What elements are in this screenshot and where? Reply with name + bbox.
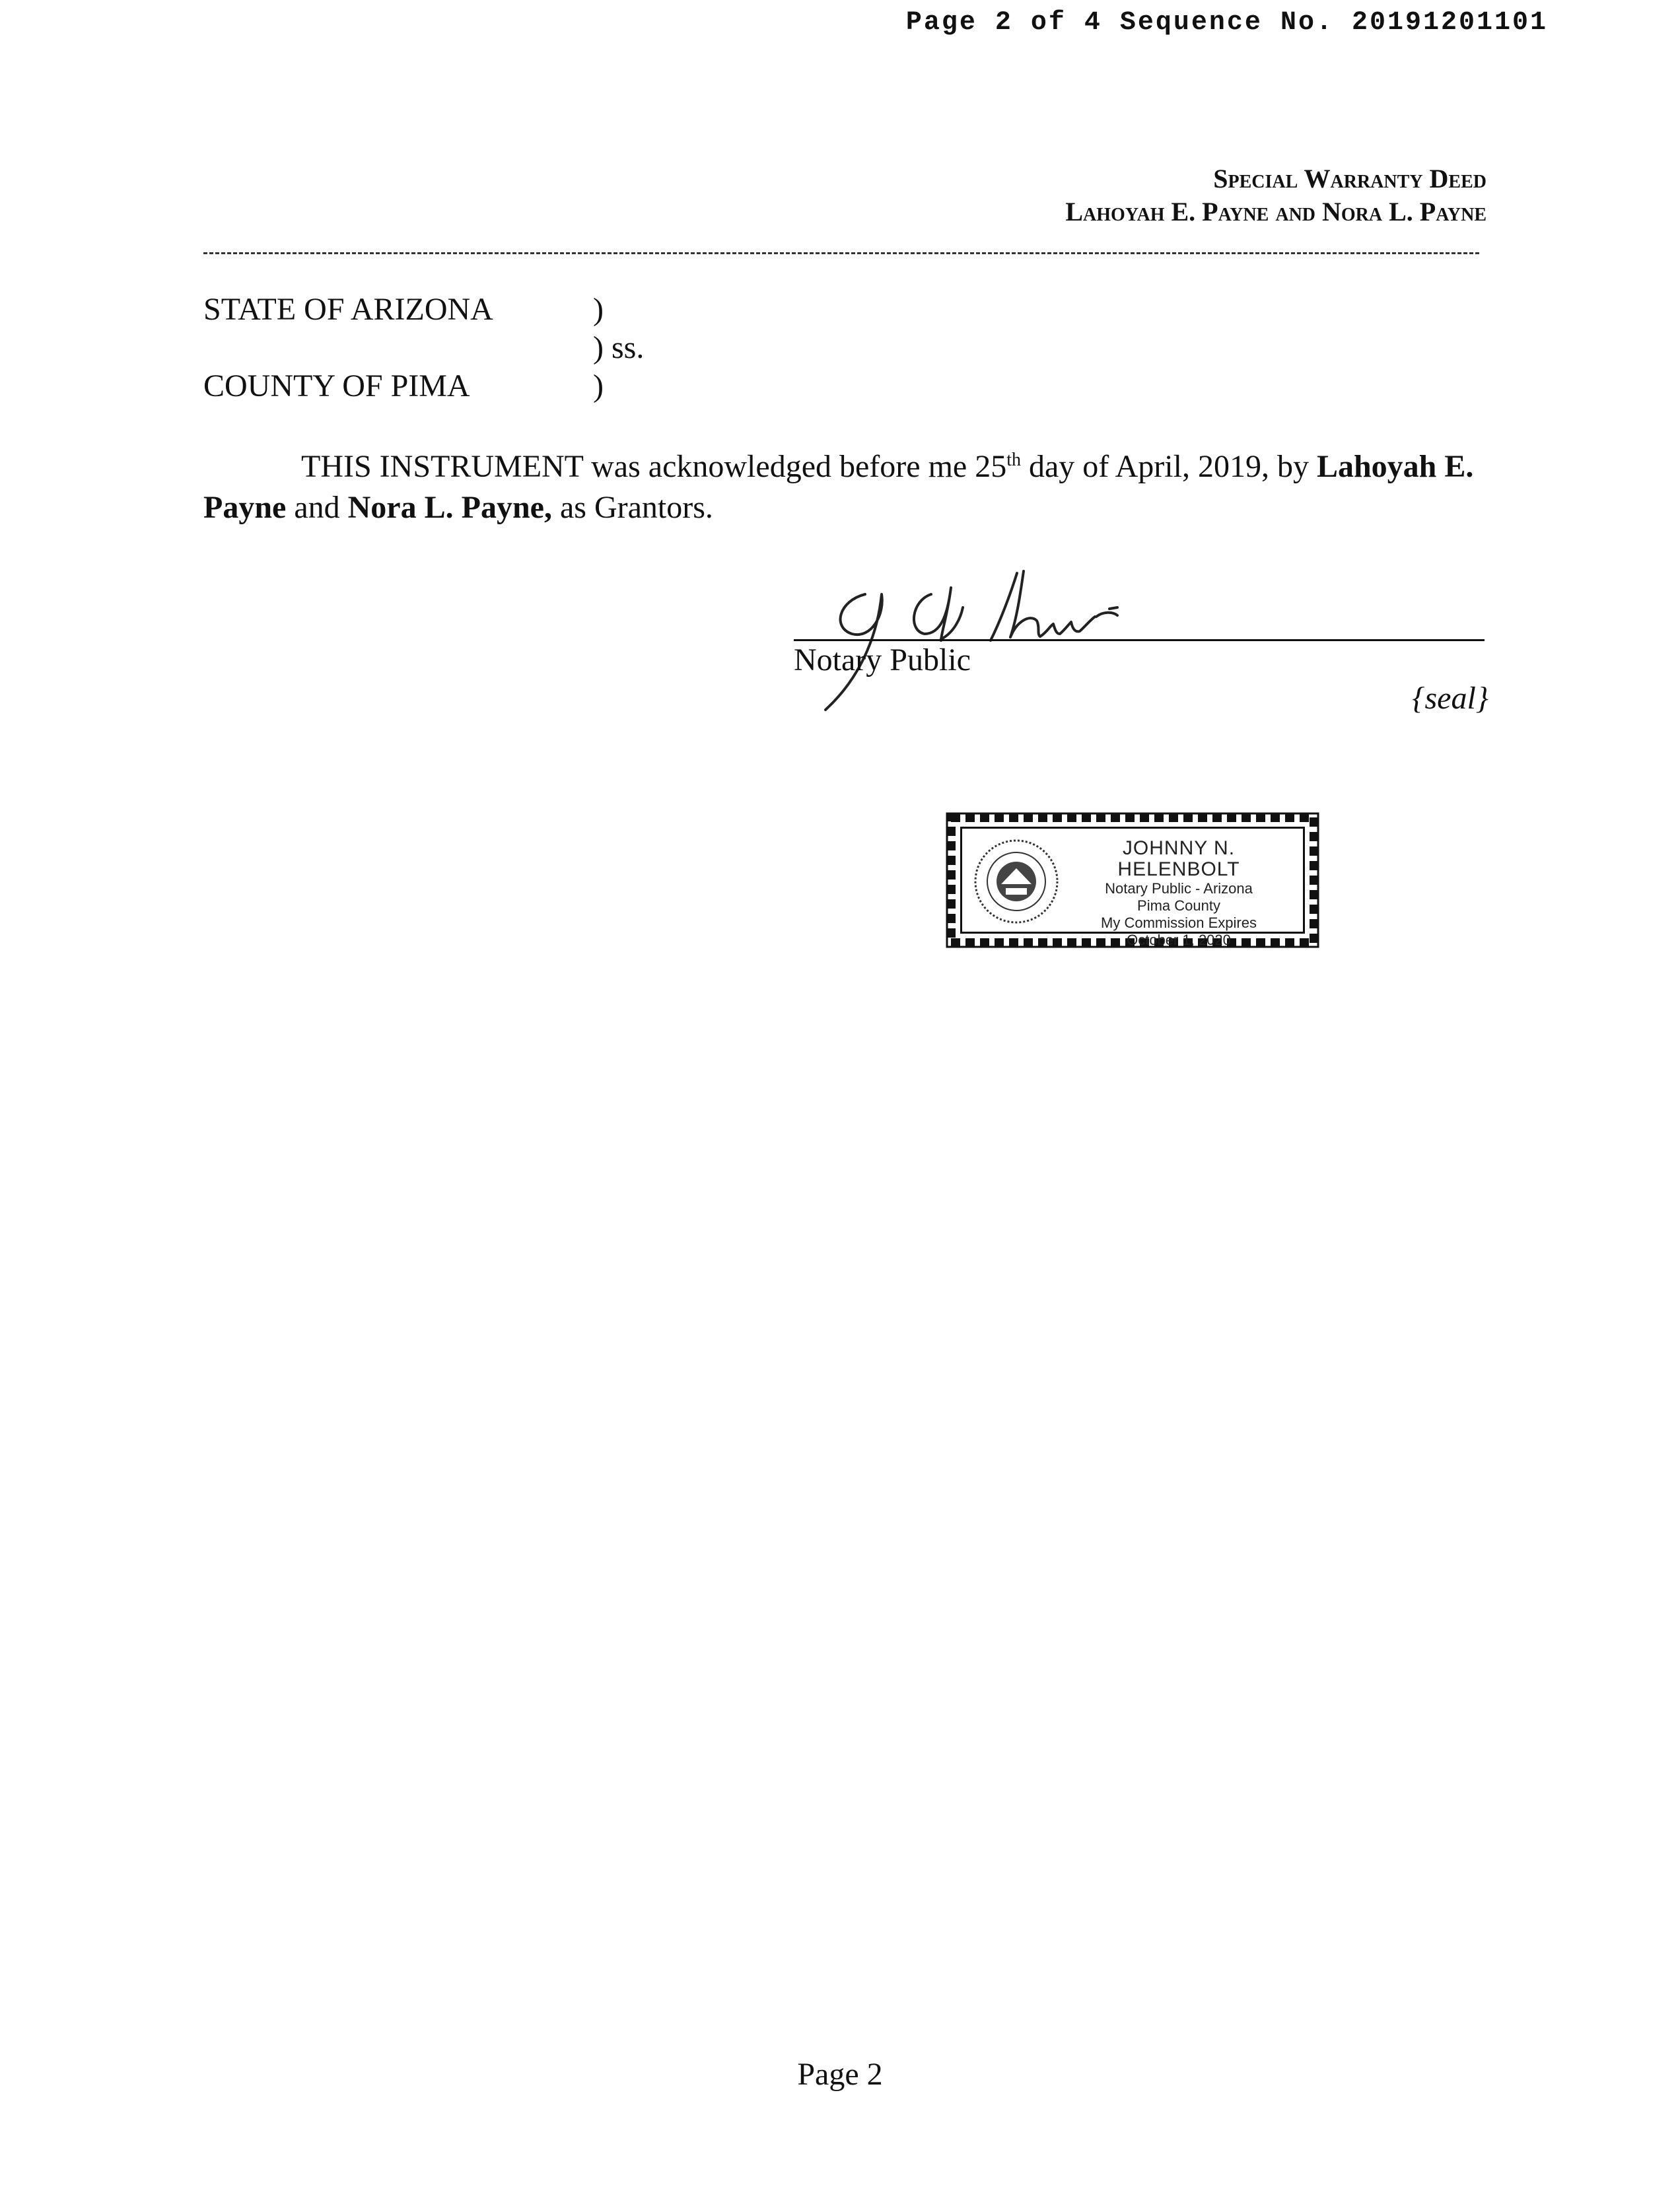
notary-stamp — [944, 811, 1321, 949]
stamp-county: Pima County — [1137, 897, 1220, 914]
signature-line — [794, 639, 1485, 641]
document-title: Special Warranty Deed — [1213, 164, 1487, 193]
ack-text-1: THIS INSTRUMENT was acknowledged before me 25 — [301, 449, 1007, 484]
stamp-commission-date: October 1, 2020 — [1127, 932, 1231, 948]
stamp-inner — [960, 827, 1305, 948]
document-parties: Lahoyah E. Payne and Nora L. Payne — [1065, 197, 1487, 226]
ack-text-2: day of April, 2019, by — [1021, 449, 1317, 484]
stamp-commission-label: My Commission Expires — [1101, 914, 1257, 931]
notary-public-label: Notary Public — [794, 642, 971, 677]
ack-text-3: and — [286, 490, 348, 525]
grantor-2: Nora L. Payne, — [347, 490, 552, 525]
document-title-block — [1065, 162, 1487, 228]
venue-paren-3: ) — [593, 368, 604, 403]
stamp-notary-name: JOHNNY N. HELENBOLT — [1117, 837, 1240, 880]
page-footer: Page 2 — [797, 2057, 883, 2092]
seal-label: {seal} — [1412, 681, 1488, 716]
stamp-notary-title: Notary Public - Arizona — [1105, 880, 1253, 897]
venue-county: COUNTY OF PIMA — [203, 368, 470, 403]
stamp-text — [1068, 838, 1290, 949]
venue-state: STATE OF ARIZONA — [203, 292, 493, 327]
ack-text-4: as Grantors. — [551, 490, 713, 525]
page-sequence-header: Page 2 of 4 Sequence No. 20191201101 — [905, 8, 1548, 38]
venue-paren-1: ) — [593, 292, 604, 327]
ack-ordinal: th — [1006, 450, 1021, 470]
grantor-1: Lahoyah E. Payne — [203, 449, 1474, 525]
acknowledgment-paragraph — [203, 446, 1485, 528]
state-seal-icon — [971, 837, 1061, 926]
venue-ss: ) ss. — [593, 330, 645, 365]
header-divider — [203, 252, 1479, 254]
